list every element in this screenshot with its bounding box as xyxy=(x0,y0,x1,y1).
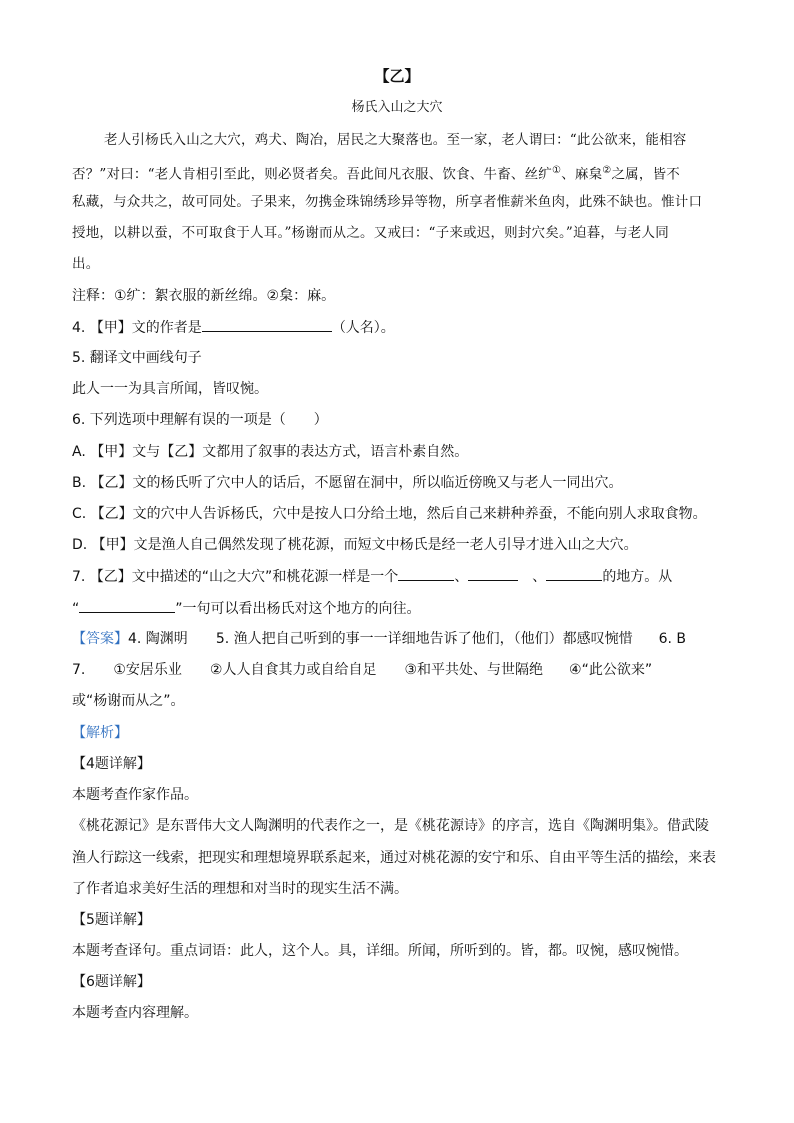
passage-line-2a: 否？”对曰：“老人肯相引至此，则必贤者矣。吾此间凡衣服、饮食、牛畜、丝纩 xyxy=(72,166,553,183)
question-7-blank-4[interactable] xyxy=(79,598,175,613)
passage-line-2b: 、麻枲 xyxy=(561,166,603,183)
analysis-4-line-1: 本题考查作家作品。 xyxy=(72,787,198,803)
answer-line-1 xyxy=(72,629,686,649)
answer-7-mark-1: ① xyxy=(113,662,126,678)
question-6-option-d: D. 【甲】文是渔人自己偶然发现了桃花源，而短文中杨氏是经一老人引导才进入山之大穴。 xyxy=(72,537,638,553)
question-4-prefix: 4. 【甲】文的作者是 xyxy=(72,320,202,336)
passage-note: 注释：①纩：絮衣服的新丝绵。②枲：麻。 xyxy=(72,288,336,304)
analysis-6-line: 本题考查内容理解。 xyxy=(72,1005,198,1021)
question-7-sep2: 、 xyxy=(518,569,547,585)
question-7-blank-2[interactable] xyxy=(468,566,518,581)
passage-line-5: 出。 xyxy=(72,256,100,272)
answer-line-2 xyxy=(72,660,652,680)
analysis-4-para-3: 了作者追求美好生活的理想和对当时的现实生活不满。 xyxy=(72,881,408,897)
passage-title: 【乙】 xyxy=(374,67,420,85)
passage-line-1: 老人引杨氏入山之大穴，鸡犬、陶冶，居民之大聚落也。至一家，老人谓曰：“此公欲来，能相容 xyxy=(104,132,687,148)
analysis-label: 【解析】 xyxy=(72,725,128,741)
analysis-4-para-2: 渔人行踪这一线索，把现实和理想境界联系起来，通过对桃花源的安宁和乐、自由平等生活的描绘，来表 xyxy=(72,850,716,866)
question-4-suffix: （人名）。 xyxy=(331,320,395,336)
answer-7-number: 7. xyxy=(72,662,86,678)
answer-4: 4. 陶渊明 xyxy=(128,631,188,647)
passage-line-4: 授地，以耕以蚕，不可取食于人耳。”杨谢而从之。又戒曰：“子来或迟，则封穴矣。”迫暮，与老人同 xyxy=(72,225,669,241)
question-6-option-b: B. 【乙】文的杨氏听了穴中人的话后，不愿留在洞中，所以临近傍晚又与老人一同出穴。 xyxy=(72,475,623,491)
answer-7-mark-2: ② xyxy=(209,662,223,678)
answer-7-item-2: 人人自食其力或自给自足 xyxy=(222,662,377,678)
answer-7-item-4: “此公欲来” xyxy=(581,662,653,678)
answer-7-item-3: 和平共处、与世隔绝 xyxy=(417,662,544,678)
answer-5: 5. 渔人把自己听到的事一一详细地告诉了他们，（他们）都感叹惋惜 xyxy=(215,631,633,647)
analysis-5-title: 【5题详解】 xyxy=(72,912,151,928)
question-7-sep1: 、 xyxy=(454,569,469,585)
question-5-prompt: 5. 翻译文中画线句子 xyxy=(72,350,202,366)
question-4 xyxy=(72,317,395,338)
analysis-6-title: 【6题详解】 xyxy=(72,974,151,990)
question-7-part3: ”一句可以看出杨氏对这个地方的向往。 xyxy=(175,601,421,617)
question-4-blank[interactable] xyxy=(202,317,332,332)
question-7-line-2 xyxy=(72,598,421,619)
question-6-option-a: A. 【甲】文与【乙】文都用了叙事的表达方式，语言朴素自然。 xyxy=(72,444,469,460)
question-7-blank-3[interactable] xyxy=(546,566,602,581)
footnote-marker-1: ① xyxy=(552,165,562,176)
answer-7-mark-3: ③ xyxy=(404,662,418,678)
answer-6: 6. B xyxy=(658,631,687,647)
question-7-line-1 xyxy=(72,566,672,587)
question-6-prompt: 6. 下列选项中理解有误的一项是（ ） xyxy=(72,412,328,428)
passage-line-2c: 之属，皆不 xyxy=(611,166,680,183)
passage-line-3: 私藏，与众共之，故可同处。子果来，勿携金珠锦绣珍异等物，所享者惟薪米鱼肉，此殊不缺也。惟计口 xyxy=(72,194,703,210)
analysis-4-para-1: 《桃花源记》是东晋伟大文人陶渊明的代表作之一，是《桃花源诗》的序言，选自《陶渊明集》。借武陵 xyxy=(72,818,709,834)
passage-subtitle: 杨氏入山之大穴 xyxy=(351,100,443,115)
answer-7-mark-4: ④ xyxy=(569,662,582,678)
analysis-4-title: 【4题详解】 xyxy=(72,756,151,772)
answer-7-item-1: 安居乐业 xyxy=(125,662,182,678)
question-7-blank-1[interactable] xyxy=(398,566,454,581)
analysis-5-line: 本题考查译句。重点词语：此人，这个人。具，详细。所闻，所听到的。皆，都。叹惋，感叹惋惜。 xyxy=(72,943,688,959)
question-5-sentence: 此人一一为具言所闻，皆叹惋。 xyxy=(72,381,268,397)
question-7-open-quote: “ xyxy=(72,601,80,617)
question-7-part1: 7. 【乙】文中描述的“山之大穴”和桃花源一样是一个 xyxy=(72,569,399,585)
question-7-part2: 的地方。从 xyxy=(602,569,673,585)
answer-7-tail: 或“杨谢而从之”。 xyxy=(72,693,185,709)
question-6-option-c: C. 【乙】文的穴中人告诉杨氏，穴中是按人口分给土地，然后自己来耕种养蚕，不能向别人求取食物。 xyxy=(72,506,707,522)
footnote-marker-2: ② xyxy=(602,165,612,176)
passage-line-2 xyxy=(72,161,680,185)
answer-label: 【答案】 xyxy=(72,631,128,647)
